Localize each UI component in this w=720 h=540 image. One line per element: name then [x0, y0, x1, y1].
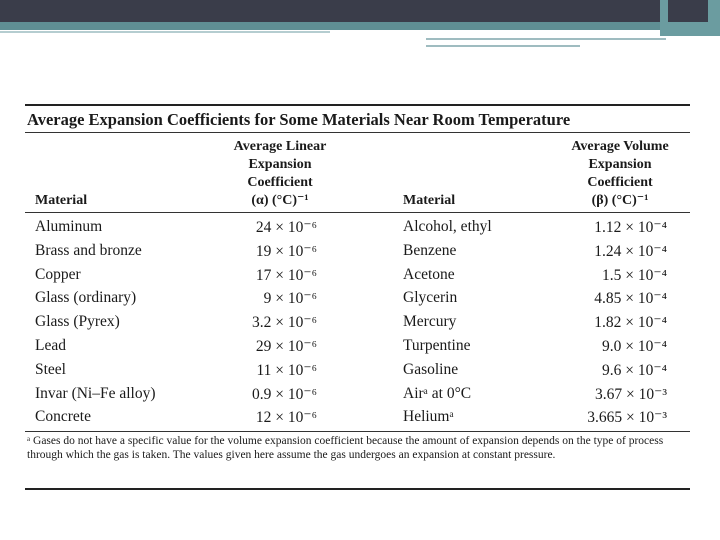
table-title: Average Expansion Coefficients for Some Materials Near Room Temperature [27, 110, 571, 129]
cell-linear: 11 × 10⁻⁶ [256, 361, 317, 379]
cell-material-1: Aluminum [35, 218, 103, 235]
cell-material-2: Gasoline [403, 360, 459, 378]
header-volume-line: Expansion [588, 157, 652, 172]
cell-volume: 9.6 × 10⁻⁴ [602, 361, 667, 379]
table-row [25, 313, 690, 337]
cell-material-1: Concrete [35, 408, 91, 426]
cell-material-2: Mercury [403, 313, 457, 331]
decor-line [426, 45, 580, 47]
header-material-1: Material [35, 193, 88, 208]
top-bar-dark [0, 0, 720, 22]
header-linear-line: Coefficient [247, 175, 313, 190]
cell-linear: 19 × 10⁻⁶ [255, 242, 317, 260]
top-bar-teal [0, 22, 720, 30]
table-row [25, 337, 690, 361]
expansion-table [25, 104, 690, 490]
header-linear-line: Expansion [248, 157, 312, 172]
table-row [25, 242, 690, 266]
cell-volume: 3.665 × 10⁻³ [587, 409, 667, 427]
cell-material-2: Airᵃ at 0°C [403, 384, 472, 402]
cell-material-1: Glass (Pyrex) [35, 313, 120, 331]
header-linear-coefficient [210, 138, 350, 210]
table-row [25, 266, 690, 290]
cell-material-1: Steel [35, 360, 66, 378]
header-volume-coefficient [545, 138, 695, 210]
cell-material-2: Glycerin [403, 289, 458, 307]
header-volume-line: (β) (°C)⁻¹ [591, 193, 649, 208]
cell-material-2: Alcohol, ethyl [403, 218, 492, 235]
cell-linear: 12 × 10⁻⁶ [255, 409, 317, 427]
table-rule-header [25, 212, 690, 213]
header-volume-line: Coefficient [587, 175, 653, 190]
header-volume-line: Average Volume [571, 139, 669, 154]
cell-material-2: Benzene [403, 241, 457, 259]
cell-volume: 4.85 × 10⁻⁴ [594, 290, 667, 308]
header-linear-line: (α) (°C)⁻¹ [251, 193, 309, 208]
decor-line [426, 38, 666, 40]
cell-linear: 29 × 10⁻⁶ [255, 337, 317, 355]
table-body [25, 218, 690, 432]
cell-material-1: Invar (Ni–Fe alloy) [35, 384, 156, 402]
header-material-2: Material [403, 193, 456, 208]
table-footnote: ᵃ Gases do not have a specific value for the volume expansion coefficient because the amount of expansion depends on the type of process through which the gas is taken. The values given here assume the gas undergoes an expansion at constant pressure. [27, 435, 664, 461]
header-linear-line: Average Linear [233, 139, 327, 154]
table-row [25, 289, 690, 313]
cell-volume: 1.24 × 10⁻⁴ [594, 242, 667, 260]
table-row [25, 361, 690, 385]
decor-line [0, 31, 330, 33]
cell-volume: 1.5 × 10⁻⁴ [602, 266, 667, 284]
cell-material-1: Copper [35, 265, 81, 283]
table-rule-title [25, 132, 690, 133]
cell-material-2: Acetone [403, 265, 455, 283]
cell-volume: 1.82 × 10⁻⁴ [594, 314, 667, 332]
cell-volume: 3.67 × 10⁻³ [595, 385, 667, 403]
cell-volume: 9.0 × 10⁻⁴ [602, 337, 667, 355]
table-row [25, 408, 690, 432]
cell-material-1: Brass and bronze [35, 241, 142, 259]
table-rule-top [25, 104, 690, 106]
table-rule-bottom [25, 488, 690, 490]
cell-material-1: Lead [35, 336, 66, 354]
cell-linear: 3.2 × 10⁻⁶ [252, 314, 317, 332]
cell-linear: 9 × 10⁻⁶ [263, 290, 317, 308]
table-row [25, 218, 690, 242]
table-rule-body [25, 431, 690, 432]
cell-material-2: Heliumᵃ [403, 408, 454, 426]
table-row [25, 385, 690, 409]
cell-linear: 24 × 10⁻⁶ [255, 219, 317, 236]
cell-linear: 0.9 × 10⁻⁶ [252, 385, 317, 403]
cell-material-1: Glass (ordinary) [35, 289, 137, 307]
top-bar-accent-dark [668, 0, 708, 22]
cell-material-2: Turpentine [403, 336, 471, 354]
cell-volume: 1.12 × 10⁻⁴ [594, 219, 667, 236]
cell-linear: 17 × 10⁻⁶ [255, 266, 317, 284]
